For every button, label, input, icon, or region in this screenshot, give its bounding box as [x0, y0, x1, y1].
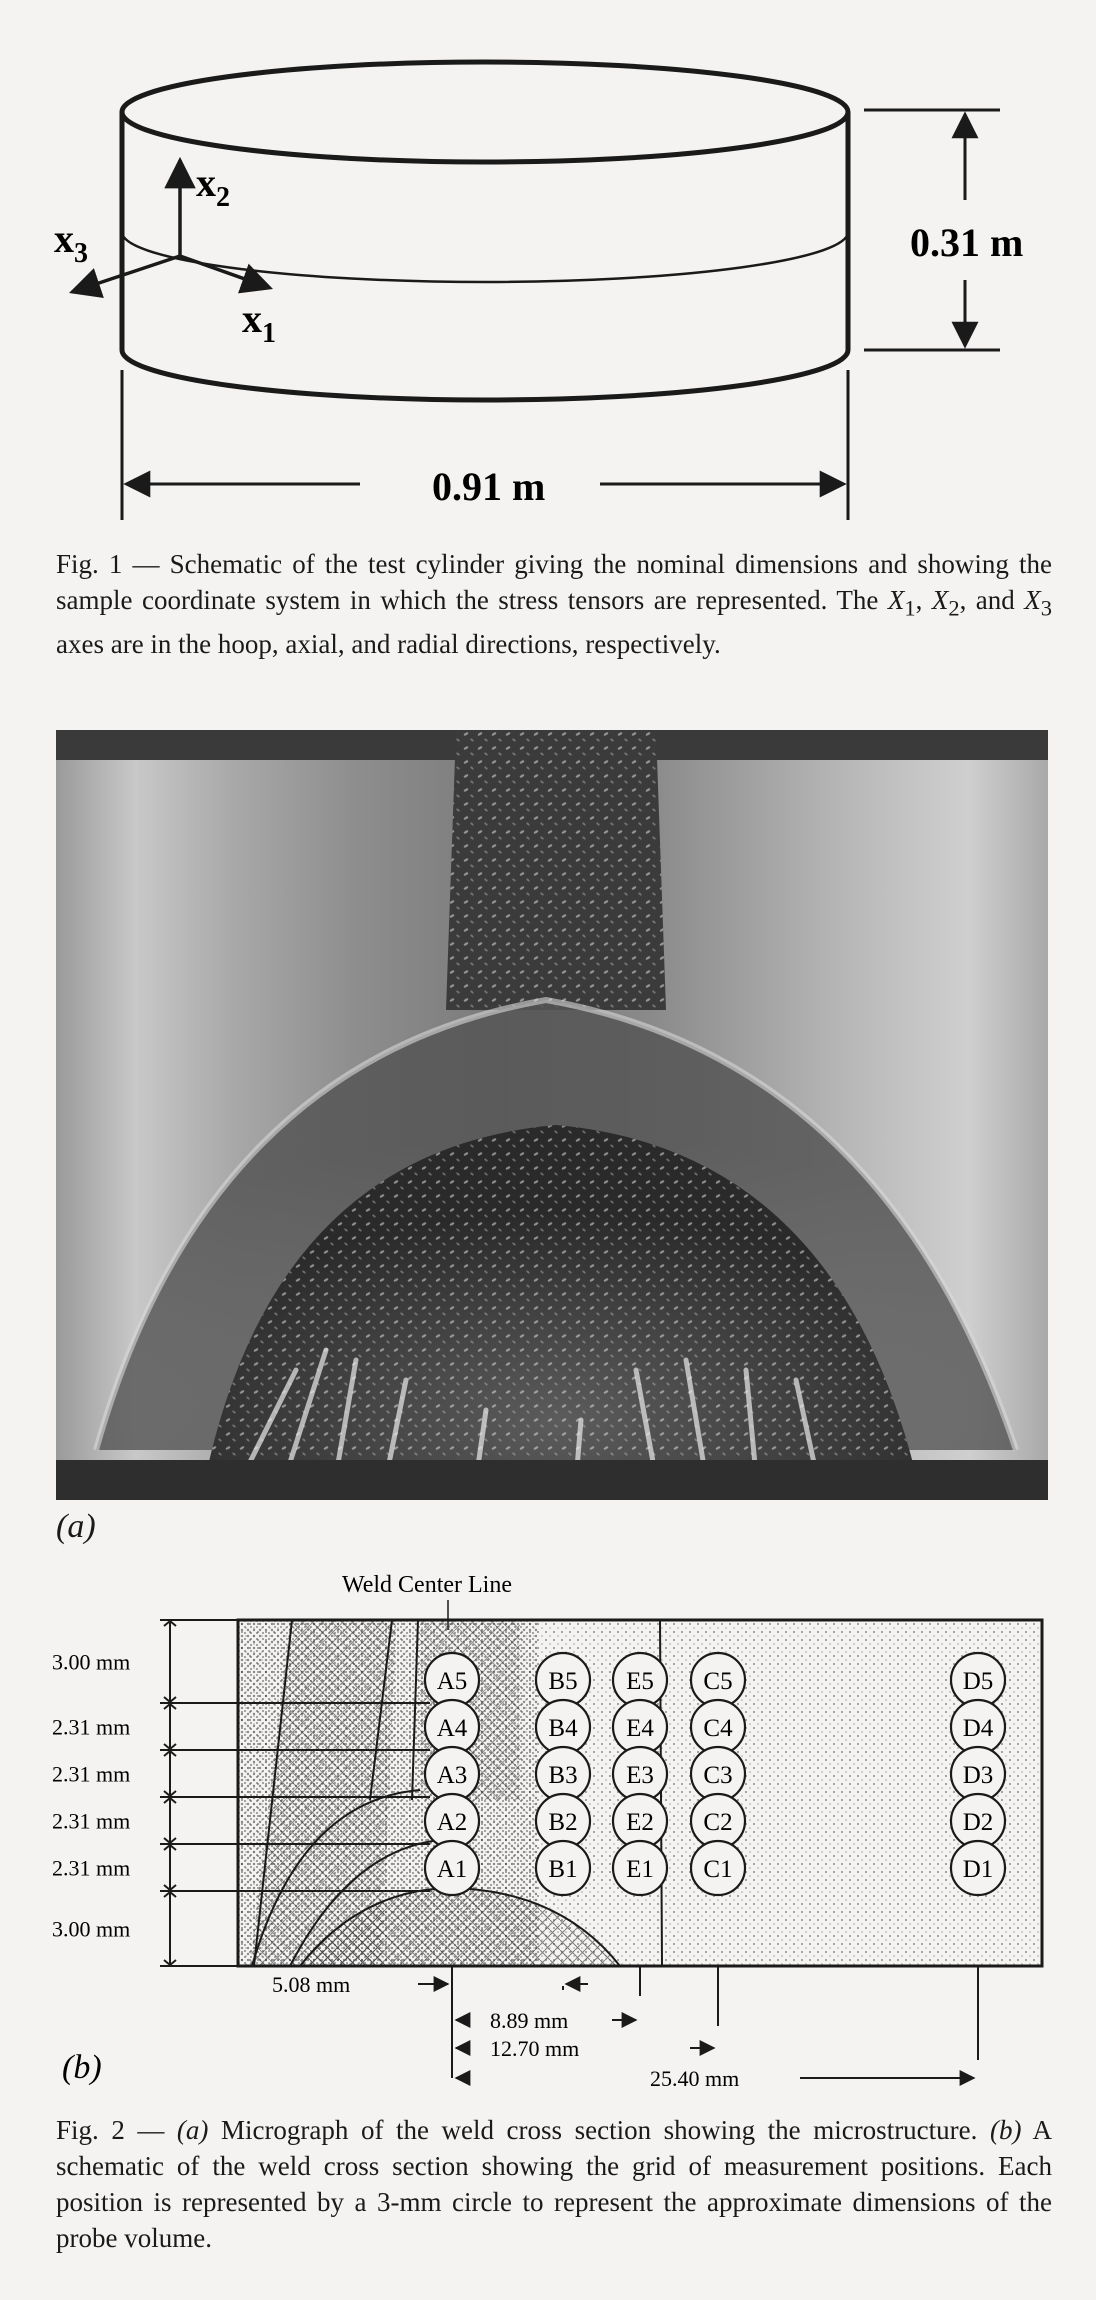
- dim-d-spacing: 25.40 mm: [650, 2066, 740, 2091]
- vertical-dimension-chain: [160, 1620, 238, 1966]
- position-label: B4: [548, 1715, 578, 1742]
- figure-2a-label: (a): [56, 1508, 96, 1545]
- coordinate-axes: [72, 160, 270, 292]
- position-label: A5: [436, 1668, 468, 1695]
- axis-x1-label: $x_1$: [242, 296, 276, 349]
- measurement-position: [951, 1841, 1005, 1895]
- position-label: D2: [962, 1809, 994, 1836]
- position-label: B2: [548, 1809, 578, 1836]
- row-dimension-labels: [52, 1621, 176, 1965]
- position-label: A3: [436, 1762, 468, 1789]
- position-label: D4: [962, 1715, 994, 1742]
- position-label: A4: [436, 1715, 468, 1742]
- height-dimension-label: 0.31 m: [910, 220, 1024, 265]
- position-label: A2: [436, 1809, 468, 1836]
- position-label: C1: [703, 1856, 733, 1883]
- cylinder-bottom-ellipse: [122, 350, 848, 400]
- position-label: B5: [548, 1668, 578, 1695]
- position-label: B1: [548, 1856, 578, 1883]
- position-label: E4: [626, 1715, 654, 1742]
- weld-micrograph: [56, 730, 1048, 1500]
- measurement-position: [613, 1841, 667, 1895]
- position-label: E2: [626, 1809, 654, 1836]
- position-label: C3: [703, 1762, 733, 1789]
- position-label: B3: [548, 1762, 578, 1789]
- position-label: C4: [703, 1715, 733, 1742]
- row-dimension-label: 3.00 mm: [52, 1916, 131, 1942]
- cylinder-drawing: [122, 62, 848, 400]
- weld-center-line-label: Weld Center Line: [342, 1572, 513, 1598]
- axis-x2-label: $x_2$: [196, 160, 230, 213]
- figure-1-schematic: [0, 0, 1096, 520]
- measurement-position: [691, 1841, 745, 1895]
- position-label: D1: [962, 1856, 994, 1883]
- row-dimension-label: 2.31 mm: [52, 1855, 131, 1881]
- position-label: C5: [703, 1668, 733, 1695]
- cylinder-top-ellipse: [122, 62, 848, 162]
- dim-left-offset: 5.08 mm: [272, 1972, 351, 1997]
- figure-2b-schematic: [0, 1550, 1096, 2110]
- row-dimension-label: 2.31 mm: [52, 1714, 131, 1740]
- position-label: D5: [962, 1668, 994, 1695]
- position-label: E3: [626, 1762, 654, 1789]
- measurement-position: [536, 1841, 590, 1895]
- position-label: C2: [703, 1809, 733, 1836]
- width-dimension-label: 0.91 m: [432, 464, 546, 509]
- position-label: E1: [626, 1856, 654, 1883]
- position-label: E5: [626, 1668, 654, 1695]
- figure-2-caption: Fig. 2 — (a) Micrograph of the weld cross section showing the microstructure. (b) A schematic of the weld cross section showing the grid of measurement positions. Each position is represented by a 3-mm circle to represent the approximate dimensions of the probe volume.: [56, 2115, 1052, 2253]
- figure-1-caption: Fig. 1 — Schematic of the test cylinder giving the nominal dimensions and showing the sample coordinate system in which the stress tensors are represented. The $X_1$, $X_2$, and $X_3$ axes are in the hoop, axial, and radial directions, respectively.: [56, 549, 1053, 660]
- dim-c-spacing: 12.70 mm: [490, 2036, 580, 2061]
- row-dimension-label: 3.00 mm: [52, 1649, 131, 1675]
- axis-x3-label: $x_3$: [54, 216, 88, 269]
- position-label: A1: [436, 1856, 468, 1883]
- measurement-position: [425, 1841, 479, 1895]
- row-dimension-label: 2.31 mm: [52, 1808, 131, 1834]
- figure-2b-label: (b): [62, 2049, 102, 2086]
- dim-b-spacing: 8.89 mm: [490, 2008, 569, 2033]
- position-label: D3: [962, 1762, 994, 1789]
- micrograph-rendering: [56, 730, 1048, 1500]
- row-dimension-label: 2.31 mm: [52, 1761, 131, 1787]
